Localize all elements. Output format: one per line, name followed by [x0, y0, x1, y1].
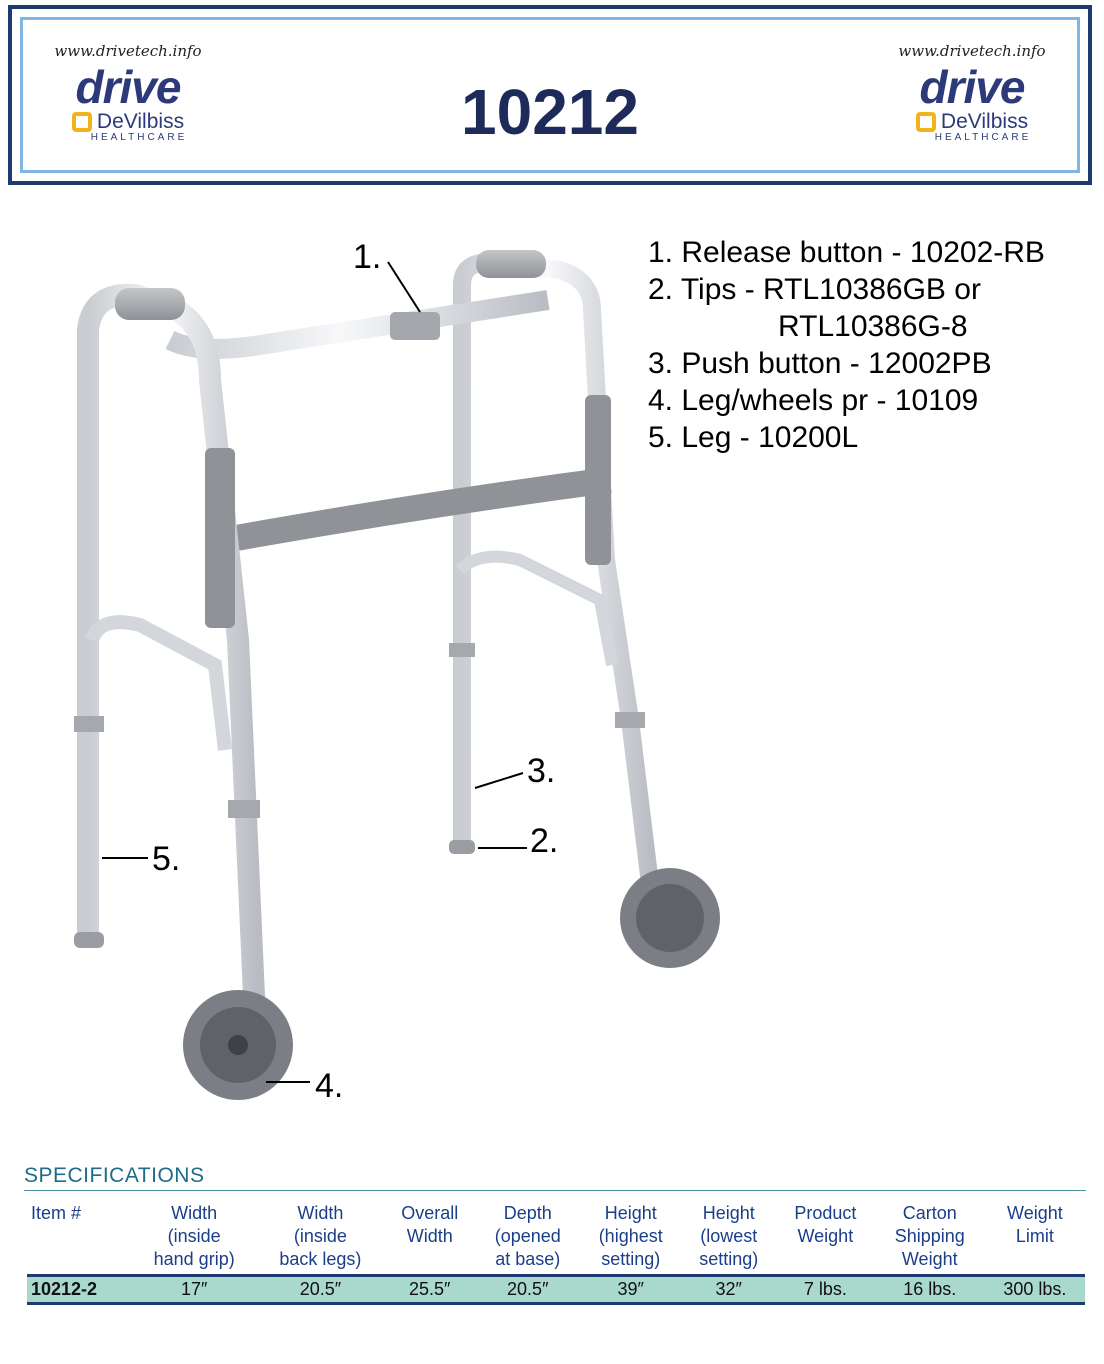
column-header-width-hand-grip: Width (inside hand grip) [153, 1203, 235, 1269]
cell-shipping-weight: 16 lbs. [875, 1276, 985, 1304]
table-row [27, 1276, 1085, 1304]
release-button [390, 312, 440, 340]
cell-height-lowest: 32″ [682, 1276, 776, 1304]
side-bracket-left [205, 448, 235, 628]
website-url-right[interactable]: www.drivetech.info [898, 42, 1046, 60]
parts-list-item: 1. Release button - 10202-RB [648, 236, 1045, 269]
hand-grip-left [115, 288, 185, 320]
callout-2: 2. [530, 822, 559, 860]
column-header-depth: Depth (opened at base) [494, 1203, 561, 1269]
cell-weight-limit: 300 lbs. [985, 1276, 1085, 1304]
parts-list-item: 2. Tips - RTL10386GB or [648, 273, 981, 306]
callout-1: 1. [353, 238, 382, 276]
callout-4: 4. [315, 1067, 344, 1105]
brand-logo-right [897, 42, 1047, 143]
healthcare-tag: HEALTHCARE [934, 132, 1032, 143]
cell-depth: 20.5″ [476, 1276, 580, 1304]
drive-logo-text: drive [919, 61, 1025, 113]
devilbiss-mark-icon [916, 112, 936, 132]
devilbiss-wordmark: DeVilbiss [940, 110, 1029, 133]
hand-grip-right [476, 250, 546, 278]
callout-3: 3. [527, 752, 556, 790]
cell-item-number: 10212-2 [27, 1276, 131, 1304]
cell-height-highest: 39″ [580, 1276, 682, 1304]
parts-list-item: 4. Leg/wheels pr - 10109 [648, 384, 979, 417]
specifications-divider [24, 1190, 1086, 1191]
parts-list-item: 3. Push button - 12002PB [648, 347, 992, 380]
healthcare-tag: HEALTHCARE [90, 132, 188, 143]
parts-list-item: 5. Leg - 10200L [648, 421, 859, 454]
column-header-height-highest: Height (highest setting) [598, 1203, 663, 1269]
cell-product-weight: 7 lbs. [776, 1276, 875, 1304]
column-header-product-weight: Product Weight [794, 1203, 857, 1246]
model-number-title: 10212 [461, 76, 639, 148]
table-header-row [27, 1202, 1085, 1276]
devilbiss-wordmark: DeVilbiss [96, 110, 185, 133]
column-header-width-back-legs: Width (inside back legs) [279, 1203, 362, 1269]
column-header-item: Item # [31, 1203, 82, 1223]
specifications-table [27, 1202, 1085, 1305]
specifications-heading: SPECIFICATIONS [24, 1164, 205, 1187]
cell-width-hand-grip: 17″ [131, 1276, 257, 1304]
callout-5: 5. [152, 840, 181, 878]
drive-logo-text: drive [75, 61, 181, 113]
website-url-left[interactable]: www.drivetech.info [54, 42, 202, 60]
column-header-shipping-weight: Carton Shipping Weight [894, 1203, 965, 1269]
parts-list [648, 234, 1045, 456]
parts-list-item: RTL10386G-8 [778, 310, 968, 343]
column-header-weight-limit: Weight Limit [1007, 1203, 1063, 1246]
column-header-overall-width: Overall Width [401, 1203, 459, 1246]
column-header-height-lowest: Height (lowest setting) [699, 1203, 759, 1269]
header-banner [8, 5, 1092, 185]
cell-width-back-legs: 20.5″ [257, 1276, 384, 1304]
cell-overall-width: 25.5″ [384, 1276, 476, 1304]
